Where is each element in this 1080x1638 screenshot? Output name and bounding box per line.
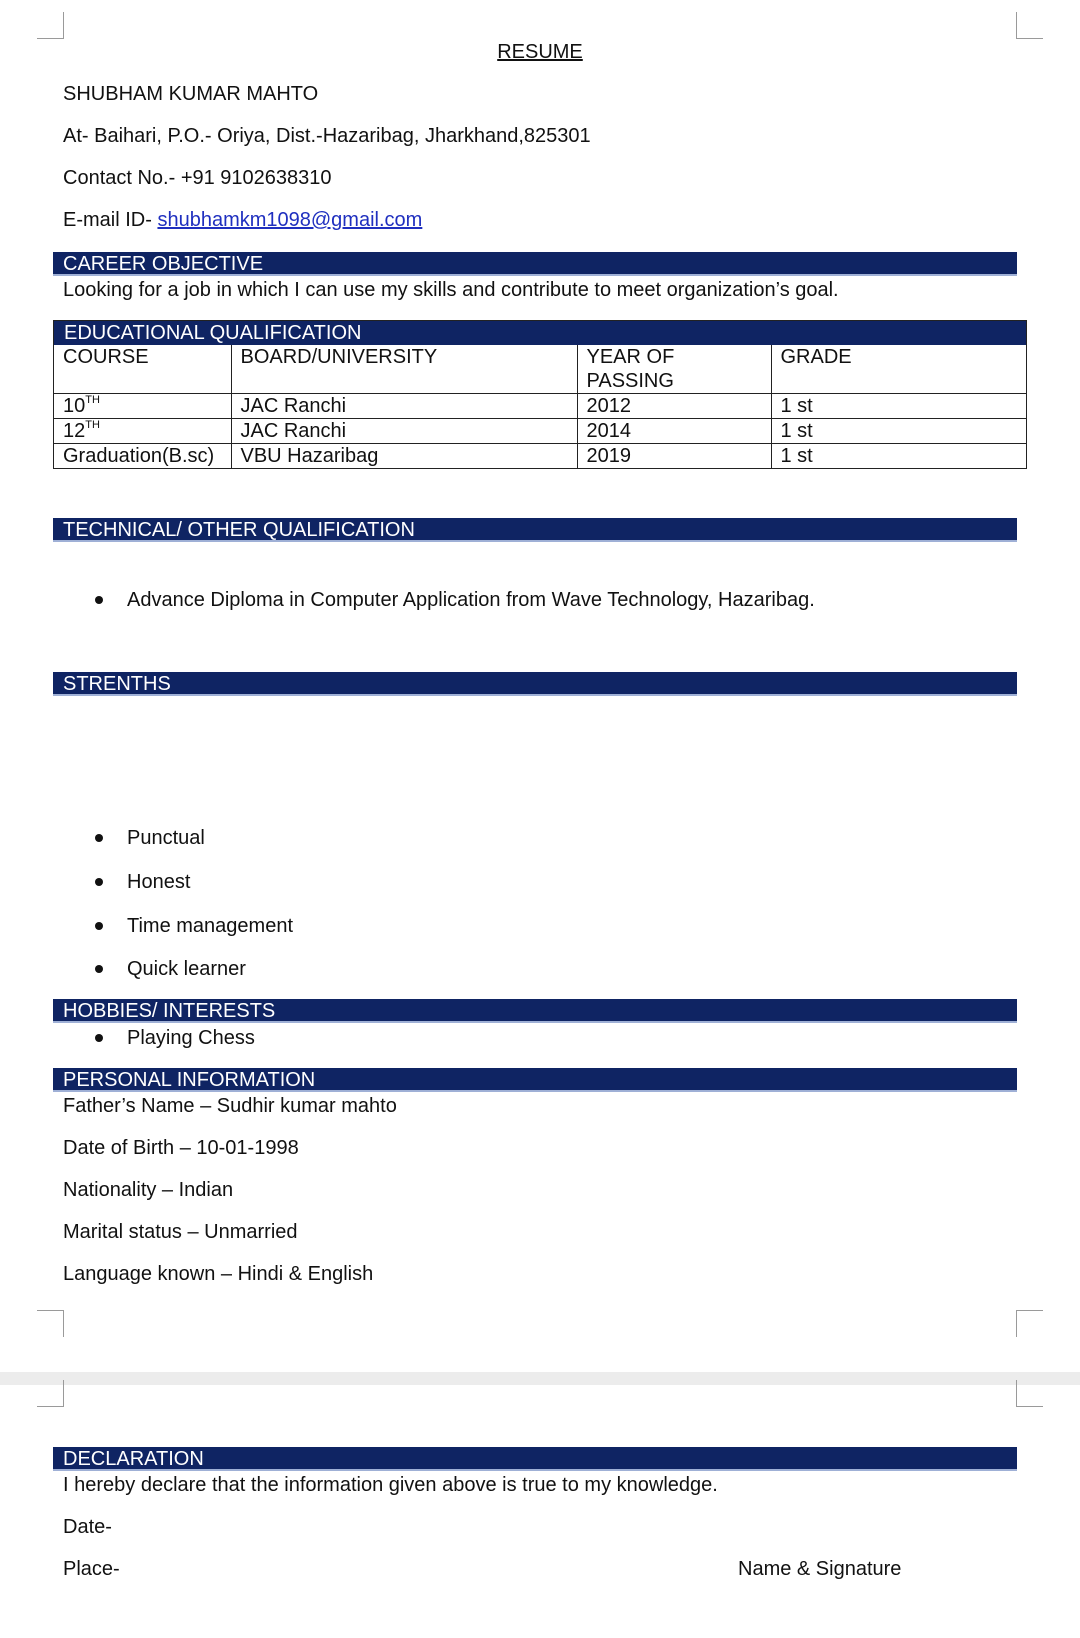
grade-cell: 1 st: [771, 394, 1026, 419]
header-grade: GRADE: [771, 345, 1026, 394]
header-board: BOARD/UNIVERSITY: [231, 345, 577, 394]
languages-known: Language known – Hindi & English: [63, 1263, 374, 1285]
course-cell: 12TH: [54, 419, 231, 444]
crop-mark-top-right: [1016, 1380, 1043, 1407]
date-label: Date-: [63, 1516, 112, 1538]
crop-mark-bottom-left: [37, 1310, 64, 1337]
bullet-icon: [95, 878, 103, 886]
candidate-contact: Contact No.- +91 9102638310: [63, 167, 332, 189]
candidate-name: SHUBHAM KUMAR MAHTO: [63, 83, 319, 105]
bullet-icon: [95, 1034, 103, 1042]
bullet-icon: [95, 922, 103, 930]
declaration-text: I hereby declare that the information given above is true to my knowledge.: [63, 1474, 718, 1496]
email-label: E-mail ID-: [63, 209, 158, 231]
board-cell: JAC Ranchi: [231, 419, 577, 444]
table-row: [54, 419, 1026, 444]
header-year: YEAR OF PASSING: [577, 345, 771, 394]
date-of-birth: Date of Birth – 10-01-1998: [63, 1137, 299, 1159]
board-cell: VBU Hazaribag: [231, 444, 577, 469]
list-item: Quick learner: [127, 958, 246, 980]
list-item: Playing Chess: [127, 1027, 255, 1049]
year-cell: 2014: [577, 419, 771, 444]
candidate-address: At- Baihari, P.O.- Oriya, Dist.-Hazaribag, Jharkhand,825301: [63, 125, 591, 147]
crop-mark-bottom-right: [1016, 1310, 1043, 1337]
email-link[interactable]: shubhamkm1098@gmail.com: [157, 209, 423, 231]
grade-cell: 1 st: [771, 419, 1026, 444]
candidate-email-line: [63, 208, 422, 232]
education-heading: EDUCATIONAL QUALIFICATION: [54, 321, 1026, 345]
list-item: Time management: [127, 915, 293, 937]
bullet-icon: [95, 965, 103, 973]
strengths-heading: STRENTHS: [53, 672, 1017, 696]
education-header-row: [54, 345, 1026, 394]
crop-mark-top-left: [37, 12, 64, 39]
bullet-icon: [95, 834, 103, 842]
place-label: Place-: [63, 1558, 120, 1580]
year-cell: 2019: [577, 444, 771, 469]
resume-page-2: [0, 1385, 1080, 1638]
career-objective-heading: CAREER OBJECTIVE: [53, 252, 1017, 276]
list-item: Punctual: [127, 827, 205, 849]
list-item: Advance Diploma in Computer Application from Wave Technology, Hazaribag.: [127, 589, 815, 611]
education-table-block: [53, 320, 1027, 469]
hobbies-heading: HOBBIES/ INTERESTS: [53, 999, 1017, 1023]
page-separator: [0, 1372, 1080, 1385]
declaration-heading: DECLARATION: [53, 1447, 1017, 1471]
list-item: Honest: [127, 871, 191, 893]
father-name: Father’s Name – Sudhir kumar mahto: [63, 1095, 397, 1117]
document-title: RESUME: [497, 41, 583, 63]
signature-label: Name & Signature: [738, 1558, 902, 1580]
technical-heading: TECHNICAL/ OTHER QUALIFICATION: [53, 518, 1017, 542]
nationality: Nationality – Indian: [63, 1179, 234, 1201]
grade-cell: 1 st: [771, 444, 1026, 469]
personal-info-heading: PERSONAL INFORMATION: [53, 1068, 1017, 1092]
crop-mark-top-left: [37, 1380, 64, 1407]
crop-mark-top-right: [1016, 12, 1043, 39]
table-row: [54, 444, 1026, 469]
career-objective-text: Looking for a job in which I can use my skills and contribute to meet organization’s goal.: [63, 279, 839, 301]
bullet-icon: [95, 596, 103, 604]
marital-status: Marital status – Unmarried: [63, 1221, 298, 1243]
board-cell: JAC Ranchi: [231, 394, 577, 419]
education-table: [54, 345, 1026, 468]
year-cell: 2012: [577, 394, 771, 419]
table-row: [54, 394, 1026, 419]
course-cell: Graduation(B.sc): [54, 444, 231, 469]
header-course: COURSE: [54, 345, 231, 394]
course-cell: 10TH: [54, 394, 231, 419]
